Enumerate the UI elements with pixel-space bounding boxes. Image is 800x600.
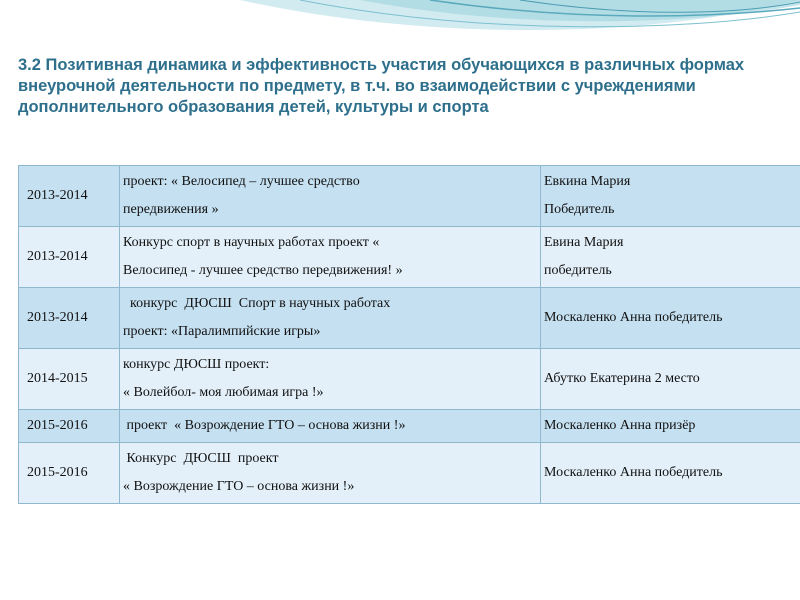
year-cell: 2013-2014	[19, 227, 120, 288]
project-line: проект « Возрождение ГТО – основа жизни !»	[123, 418, 406, 433]
project-line: « Возрождение ГТО – основа жизни !»	[123, 479, 355, 494]
project-cell	[120, 443, 541, 504]
project-line: Конкурс спорт в научных работах проект «	[123, 235, 380, 250]
table-row	[19, 349, 800, 410]
result-cell: Москаленко Анна призёр	[541, 410, 800, 443]
table-row	[19, 288, 800, 349]
header-decoration	[0, 0, 800, 55]
result-line: Евина Мария	[544, 235, 624, 250]
project-line: Велосипед - лучшее средство передвижения! »	[123, 263, 403, 278]
year-cell: 2013-2014	[19, 166, 120, 227]
result-cell	[541, 227, 800, 288]
year-cell: 2013-2014	[19, 288, 120, 349]
page-title: 3.2 Позитивная динамика и эффективность участия обучающихся в различных формах внеурочной деятельности по предмету, в т.ч. во взаимодействии с учреждениями дополнительного образования детей, культуры и спорта	[18, 56, 745, 116]
result-line: Победитель	[544, 202, 615, 217]
project-line: Конкурс ДЮСШ проект	[123, 451, 279, 466]
project-cell	[120, 410, 541, 443]
project-cell	[120, 288, 541, 349]
project-line: проект: « Велосипед – лучшее средство	[123, 174, 360, 189]
table-row	[19, 443, 800, 504]
result-line: победитель	[544, 263, 612, 278]
year-cell: 2015-2016	[19, 410, 120, 443]
project-line: конкурс ДЮСШ Спорт в научных работах	[123, 296, 391, 311]
project-line: конкурс ДЮСШ проект:	[123, 357, 270, 372]
project-line: « Волейбол- моя любимая игра !»	[123, 385, 324, 400]
project-line: проект: «Паралимпийские игры»	[123, 324, 321, 339]
result-cell: Москаленко Анна победитель	[541, 443, 800, 504]
participation-table	[18, 165, 800, 504]
result-line: Евкина Мария	[544, 174, 631, 189]
project-line: передвижения »	[123, 202, 219, 217]
result-cell	[541, 166, 800, 227]
table-row	[19, 166, 800, 227]
table-row	[19, 227, 800, 288]
project-cell	[120, 227, 541, 288]
table-row	[19, 410, 800, 443]
result-cell: Москаленко Анна победитель	[541, 288, 800, 349]
result-cell: Абутко Екатерина 2 место	[541, 349, 800, 410]
project-cell	[120, 166, 541, 227]
project-cell	[120, 349, 541, 410]
year-cell: 2014-2015	[19, 349, 120, 410]
year-cell: 2015-2016	[19, 443, 120, 504]
